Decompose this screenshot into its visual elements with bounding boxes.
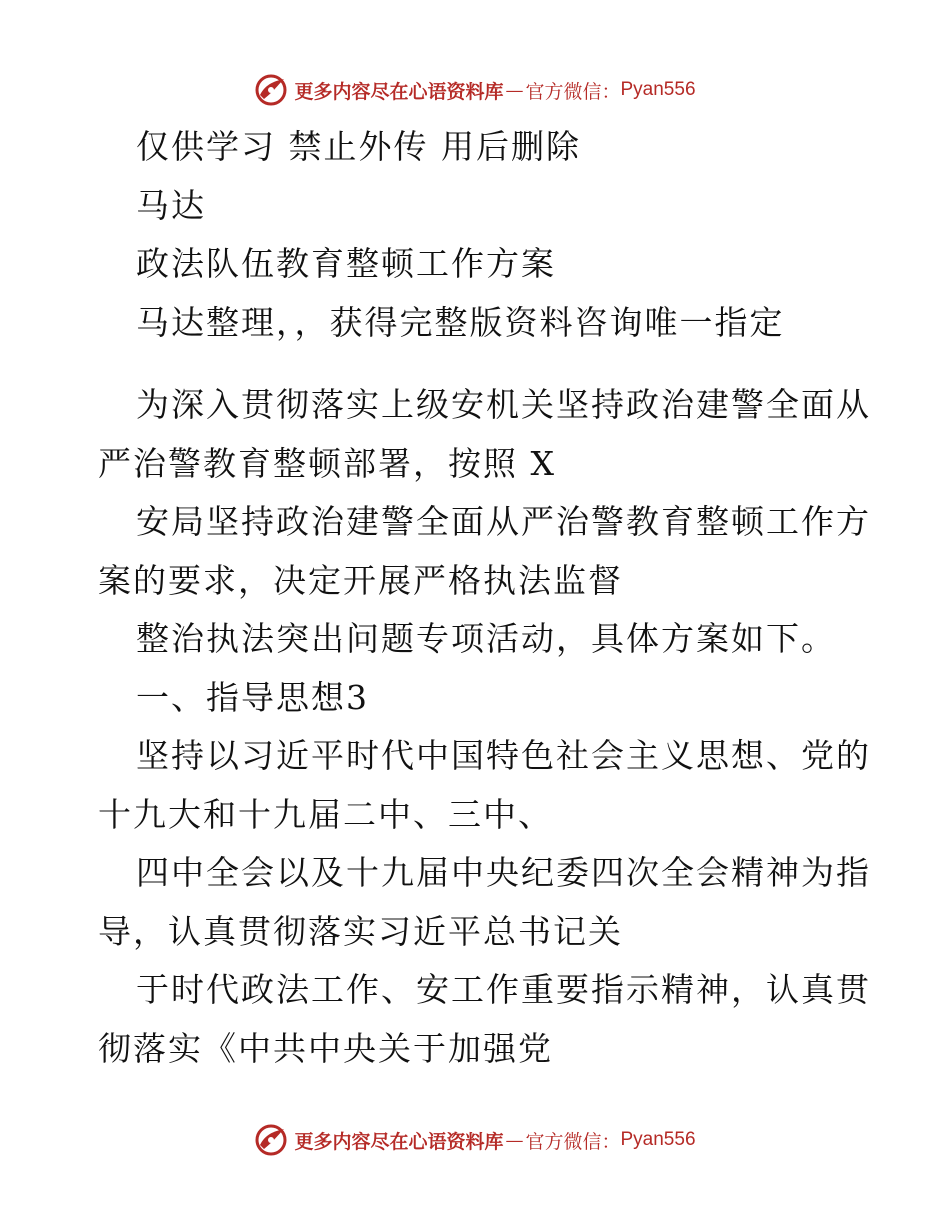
paragraph-line: 彻落实《中共中央关于加强党	[98, 1028, 553, 1068]
source-line: 马达整理，，获得完整版资料咨询唯一指定	[136, 302, 785, 342]
watermark-wechat-id: Pyan556	[620, 1129, 696, 1150]
paragraph-line: 导，认真贯彻落实习近平总书记关	[98, 911, 623, 951]
watermark-text: 更多内容尽在心语资料库	[294, 80, 504, 103]
watermark-banner-top	[0, 70, 950, 110]
paragraph-line: 四中全会以及十九届中央纪委四次全会精神为指	[136, 853, 871, 892]
document-body	[98, 118, 871, 1078]
paragraph-line: 安局坚持政治建警全面从严治警教育整顿工作方	[136, 502, 871, 541]
paragraph-3	[98, 610, 858, 669]
watermark-text: 更多内容尽在心语资料库	[294, 1130, 504, 1153]
paragraph-line: 案的要求，决定开展严格执法监督	[98, 560, 623, 600]
paragraph-5	[98, 844, 871, 961]
watermark-banner-bottom	[0, 1120, 950, 1160]
paragraph-line: 于时代政法工作、安工作重要指示精神，认真贯	[136, 970, 871, 1009]
paragraph-4	[98, 727, 871, 844]
section-heading-text: 一、指导思想3	[136, 677, 369, 717]
watermark-separator: —	[505, 1129, 524, 1151]
spacer	[98, 352, 858, 376]
brand-logo-icon	[254, 73, 288, 107]
brand-logo-icon	[254, 1123, 288, 1157]
paragraph-line: 为深入贯彻落实上级安机关坚持政治建警全面从	[136, 385, 871, 424]
paragraph-line: 坚持以习近平时代中国特色社会主义思想、党的	[136, 736, 871, 775]
paragraph-1	[98, 376, 871, 493]
paragraph-2	[98, 493, 871, 610]
paragraph-line: 十九大和十九届二中、三中、	[98, 794, 553, 834]
paragraph-6	[98, 961, 871, 1078]
watermark-wechat-label: 官方微信：	[525, 1130, 621, 1153]
document-title: 政法队伍教育整顿工作方案	[136, 244, 556, 283]
watermark-wechat-id: Pyan556	[620, 79, 696, 100]
watermark-wechat-label: 官方微信：	[525, 80, 621, 103]
paragraph-line: 整治执法突出问题专项活动，具体方案如下。	[136, 619, 836, 658]
watermark-separator: —	[505, 79, 524, 101]
author-line: 马达	[136, 185, 206, 225]
section-heading	[98, 669, 858, 728]
notice-line: 仅供学习 禁止外传 用后删除	[136, 127, 581, 166]
paragraph-line: 严治警教育整顿部署，按照 X	[98, 443, 556, 483]
